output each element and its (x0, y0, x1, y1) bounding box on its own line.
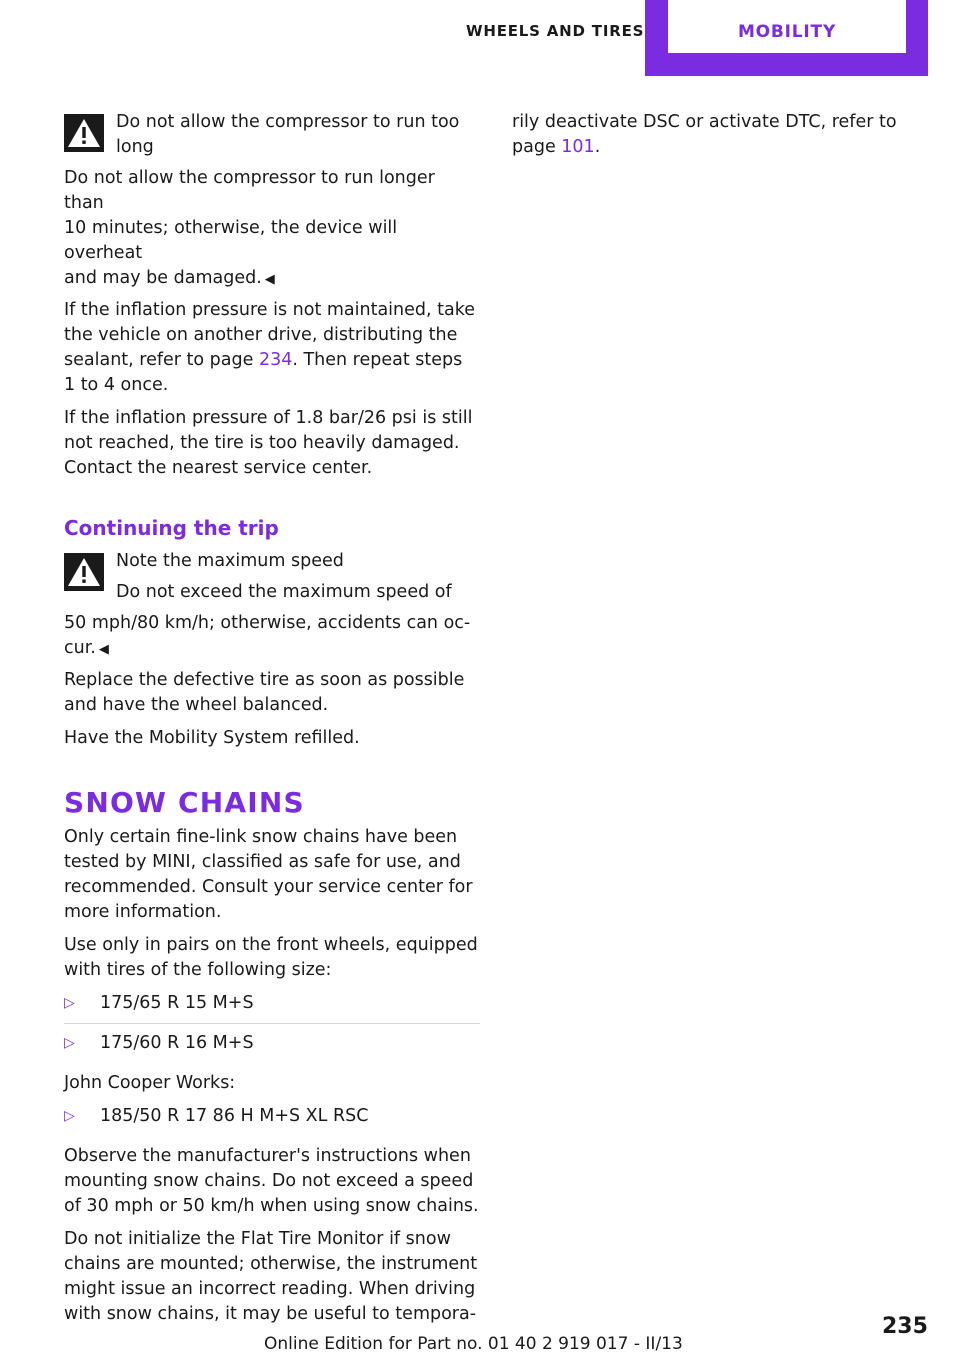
warning-triangle-icon (64, 553, 104, 591)
continued-text-before: rily deactivate DSC or activate DTC, refer to page (512, 112, 897, 157)
jcw-tire-size-list (64, 1104, 480, 1136)
page-link-234[interactable]: 234 (258, 350, 293, 370)
running-header-section: WHEELS AND TIRES (466, 22, 645, 40)
warning-speed-body-first: Do not exceed the maximum speed of (116, 582, 452, 602)
warning-compressor-text: Do not allow the compressor to run longer than 10 minutes; otherwise, the device will overheat and may be damaged. (64, 168, 435, 288)
warning-speed-text: 50 mph/80 km/h; otherwise, accidents can oc- cur. (64, 613, 471, 658)
inflation-paragraph-1 (64, 298, 480, 398)
inflation-text-after: . Then repeat steps 1 to 4 once. (64, 350, 463, 395)
warning-speed-title: Note the maximum speed (116, 551, 344, 571)
list-item (64, 1031, 480, 1063)
continued-text-after: . (594, 137, 601, 157)
continuing-paragraph-2: Have the Mobility System refilled. (64, 728, 360, 748)
inflation-paragraph-2: If the inflation pressure of 1.8 bar/26 psi is still not reached, the tire is too heavily damaged. Contact the nearest service center. (64, 408, 473, 478)
page-number: 235 (882, 1314, 928, 1339)
right-column (512, 110, 912, 168)
end-mark-icon: ◀ (264, 272, 275, 287)
warning-triangle-icon (64, 114, 104, 152)
list-item (64, 1104, 480, 1136)
chapter-tab (645, 0, 928, 76)
chapter-label: MOBILITY (737, 22, 837, 42)
tire-size: 175/65 R 15 M+S (100, 993, 254, 1013)
tire-size-list (64, 991, 480, 1063)
continuing-trip-heading: Continuing the trip (64, 516, 279, 540)
snow-chains-intro: Only certain fine-link snow chains have been tested by MINI, classified as safe for use, and recommended. Consult your service center for more information. (64, 827, 473, 922)
edition-footer: Online Edition for Part no. 01 40 2 919 017 - II/13 (264, 1334, 683, 1354)
page-link-101[interactable]: 101 (561, 137, 595, 157)
continuing-paragraph-1: Replace the defective tire as soon as possible and have the wheel balanced. (64, 670, 465, 715)
left-column (64, 110, 480, 1335)
triangle-bullet-icon: ▷ (64, 1108, 75, 1124)
inflation-text-before: If the inflation pressure is not maintained, take the vehicle on another drive, distributing the sealant, refer to page (64, 300, 475, 370)
tire-size: 185/50 R 17 86 H M+S XL RSC (100, 1106, 369, 1126)
snow-chains-heading: SNOW CHAINS (64, 786, 305, 819)
end-mark-icon: ◀ (98, 642, 109, 657)
snow-chains-flat-tire: Do not initialize the Flat Tire Monitor if snow chains are mounted; otherwise, the instrument might issue an incorrect reading. When driving with snow chains, it may be useful to tempora- (64, 1229, 478, 1324)
warning-compressor-body (64, 166, 480, 292)
list-item (64, 991, 480, 1024)
warning-speed (64, 549, 480, 662)
chapter-tab-panel (668, 0, 906, 53)
snow-chains-continued (512, 110, 912, 160)
triangle-bullet-icon: ▷ (64, 995, 75, 1011)
warning-compressor-title: Do not allow the compressor to run too long (116, 112, 460, 157)
snow-chains-observe: Observe the manufacturer's instructions when mounting snow chains. Do not exceed a speed of 30 mph or 50 km/h when using snow chains. (64, 1146, 479, 1216)
warning-compressor (64, 110, 480, 292)
triangle-bullet-icon: ▷ (64, 1035, 75, 1051)
jcw-label: John Cooper Works: (64, 1073, 236, 1093)
warning-speed-body (64, 611, 480, 662)
tire-size: 175/60 R 16 M+S (100, 1033, 254, 1053)
snow-chains-pairs: Use only in pairs on the front wheels, equipped with tires of the following size: (64, 935, 478, 980)
